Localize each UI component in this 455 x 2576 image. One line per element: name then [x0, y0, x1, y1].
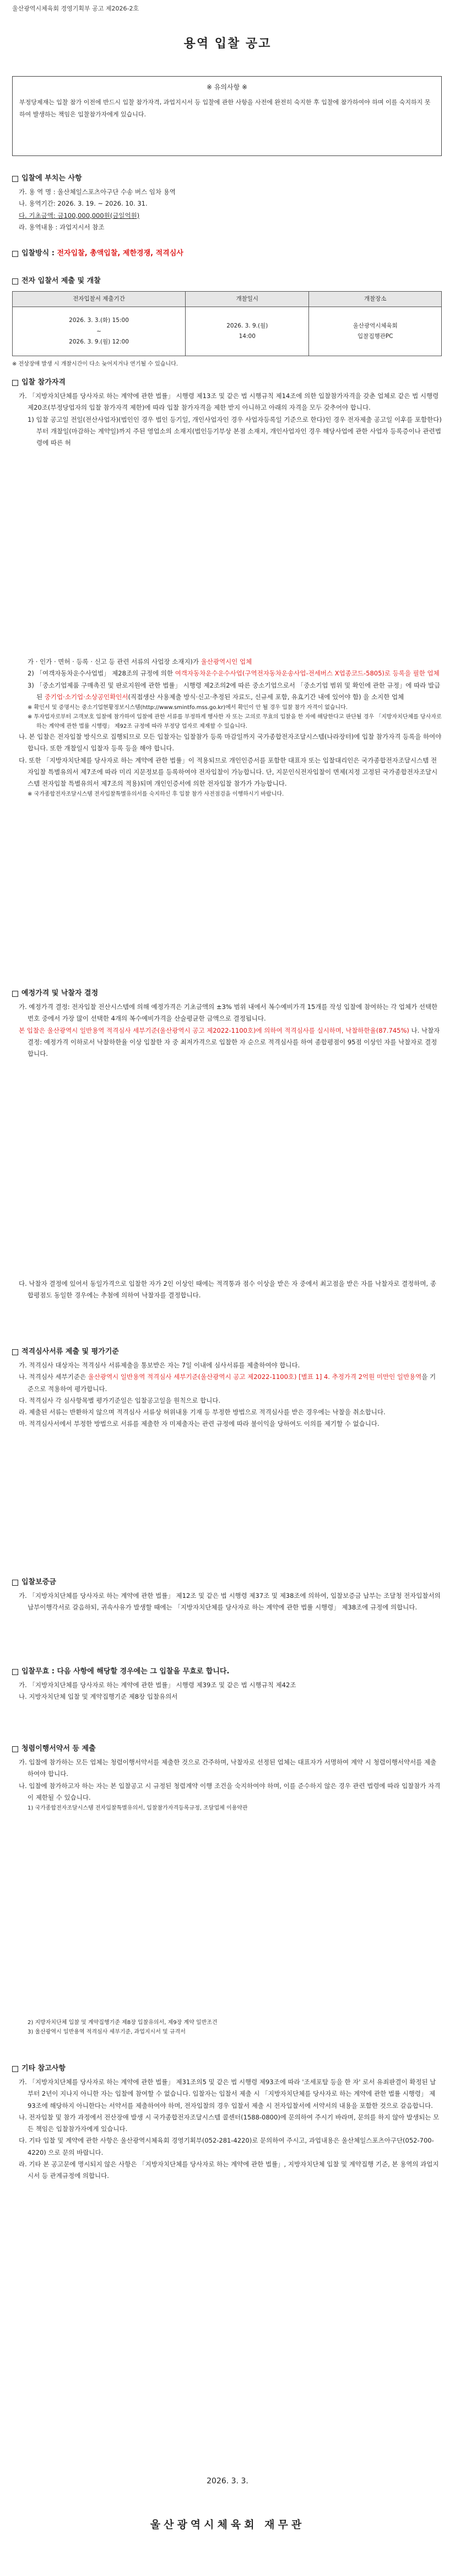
invalid-bid-a: 가. 「지방자치단체를 당사자로 하는 계약에 관한 법률」 시행령 제39조 및 같은 법 시행규칙 제42조: [19, 1681, 296, 1689]
section-price-decision: [12, 987, 442, 1060]
section-title-text: 입찰무효 : 다음 사항에 해당할 경우에는 그 입찰을 무효로 합니다.: [21, 1667, 230, 1676]
eligibility-b3-tail: (직접생산 사용제출 방식·신고·추정된 자료도, 신규세 포함, 유효기간 내에 있어야 함) 을 소지한 업체: [128, 693, 404, 701]
checkbox-square-icon: [12, 251, 18, 257]
table-header: 개찰일시: [186, 292, 309, 307]
section-title: [12, 376, 442, 389]
caution-heading: ※ 유의사항 ※: [206, 83, 248, 91]
other-a: 가. 「지방자치단체를 당사자로 하는 계약에 관한 법률」 제31조의5 및 같은 법 시행령 제93조에 따라 '조세포탈 등을 한 자' 로서 유죄판결이 확정된 날부터 2년이 지나지 아니한 자는 입찰에 참여할 수 없습니다. 입찰자는 입찰서 제출 시 「지방자치단체를 당사자로 하는 계약에 관한 법률 시행령」 제93조에 해당하지 아니한다는 서약서를 제출하여야 하며, 전자입찰의 경우 입찰서 제출 시 전자입찰서에 서약서의 내용을 포함한 것으로 갈음합니다.: [19, 2078, 436, 2110]
eligibility-b1-text: 가 · 인가 · 면허 · 등록 · 신고 등 관련 서류의 사업장 소재지)가: [28, 658, 199, 666]
section-integrity-pledge: [12, 1742, 442, 1813]
section-title-text: 입찰보증금: [21, 1578, 56, 1586]
checkbox-square-icon: [12, 1580, 18, 1586]
section-other-notes: [12, 2062, 442, 2182]
other-d: 라. 기타 본 공고문에 명시되지 않은 사항은 「지방자치단체를 당사자로 하는 계약에 관한 법률」, 지방자치단체 입찰 및 계약집행 기준, 본 용역의 과업지시서 등 관계규정에 의합니다.: [19, 2160, 439, 2180]
eligibility-a1: 1) 입찰 공고일 전일(전산사업자)(법인인 경우 법인 등기일, 개인사업자인 경우 사업자등록일 기준으로 한다)인 경우 전자제출 공고일 이후를 포함한다)부터 개찰일(마감하는 계약일)까지 주된 영업소의 소재지(법인등기부상 본점 소재지, 개인사업자인 경우 해당사업에 관한 사업자 등록증이나 관련법령에 따른 허: [28, 415, 442, 447]
checkbox-square-icon: [12, 278, 18, 285]
eligibility-b3-highlight: 중기업·소기업·소상공인확인서: [44, 693, 128, 701]
table-header: 전자입찰서 제출기간: [13, 292, 186, 307]
table-cell: 2026. 3. 3.(화) 15:00 ~ 2026. 3. 9.(월) 12:00: [13, 307, 186, 356]
eligibility-a: 가. 「지방자치단체를 당사자로 하는 계약에 관한 법률」 시행령 제13조 및 같은 법 시행규칙 제14조에 의한 입찰참가자격을 갖춘 업체로 같은 법 시행령 제20조(부정당업자의 입찰 참가자격 제한)에 따라 입찰 참가자격을 제한 받지 아니하고 아래의 자격을 모두 갖추어야 합니다.: [19, 392, 439, 412]
other-b: 나. 전자입찰 및 참가 과정에서 전산장애 발생 시 국가종합전자조달시스템 콜센터(1588-0800)에 문의하여 주시기 바라며, 문의를 하지 않아 발생되는 모든 책임은 입찰참가자에게 있습니다.: [19, 2113, 440, 2133]
notice-number: 울산광역시체육회 경영기획부 공고 제2026-2호: [12, 5, 139, 12]
other-c: 다. 기타 입찰 및 계약에 관한 사항은 울산광역시체육회 경영기획부(052-281-4220)로 문의하여 주시고, 과업내용은 울산체일스포츠아구단(052-700-4220) 으로 문의 바랍니다.: [19, 2137, 434, 2156]
integrity-note-2: 2) 지방자치단체 입찰 및 계약집행기준 제8장 입찰유의서, 제9장 계약 일반조건: [28, 2020, 218, 2026]
section-eligibility: [12, 376, 442, 449]
section-qualification-docs: [12, 1345, 442, 1430]
section-title: [12, 1665, 442, 1678]
section-title: [12, 247, 442, 260]
table-cell: 울산광역시체육회 입찰집행관PC: [309, 307, 442, 356]
price-decision-b: [12, 1025, 442, 1060]
qualification-b-highlight: 울산광역시 일반용역 적격심사 세부기준(울산광역시 공고 제2022-1100호) [별표 1] 4. 추정가격 2억원 미만인 일반용역: [88, 1373, 422, 1381]
section-title: [12, 2062, 442, 2075]
section-bid-bond: [12, 1576, 442, 1614]
eligibility-b1-highlight: 울산광역시인 업체: [201, 658, 252, 666]
section-title: [12, 172, 442, 185]
integrity-a: 가. 입찰에 참가하는 모든 업체는 청렴이행서약서를 제출한 것으로 간주하며, 낙찰자로 선정된 업체는 대표자가 서명하여 계약 시 청렴이행서약서를 제출하여야 합니다.: [19, 1758, 437, 1778]
bid-bond-a: 가. 「지방자치단체를 당사자로 하는 계약에 관한 법률」 제12조 및 같은 법 시행령 제37조 및 제38조에 의하여, 입찰보증금 납부는 조달청 전자입찰서의 납부이행각서로 갈음하되, 귀속사유가 발생할 때에는 「지방자치단체를 당사자로 하는 계약에 관한 법률 시행령」 제38조에 규정에 의합니다.: [19, 1592, 441, 1612]
bid-item-name: 가. 용 역 명 : 울산체일스포츠아구단 수송 버스 임차 용역: [19, 188, 176, 196]
page-title: 용역 입찰 공고: [183, 37, 272, 51]
section-title-text: 전자 입찰서 제출 및 개찰: [21, 277, 101, 285]
section-schedule: [12, 275, 442, 370]
eligibility-b2-text: 2) 「여객자동차운수사업법」 제28조의 규정에 의한: [28, 669, 174, 678]
section-title: [12, 275, 442, 288]
section-eligibility-cont: [12, 656, 442, 799]
price-decision-b-highlight: 본 입찰은 울산광역시 일반용역 적격심사 세부기준(울산광역시 공고 제2022-1100호)에 의하여 적격심사를 실시하며, 낙찰하한율(87.745%): [19, 1026, 409, 1034]
checkbox-square-icon: [12, 2066, 18, 2072]
bid-item-base-price: 다. 기초금액: 금100,000,000원(금일억원): [19, 211, 140, 219]
qualification-d: 라. 제출된 서류는 반환하지 않으며 적격심사 서류상 허위내용 기재 등 부정한 방법으로 적격심사를 받은 경우에는 낙찰을 취소합니다.: [19, 1408, 386, 1416]
section-integrity-cont: [12, 2018, 442, 2037]
eligibility-d: 다. 또한 「지방자치단체를 당사자로 하는 계약에 관한 법률」이 적용되므로 개인인증서를 포함한 대표자 또는 입찰대리인은 국가종합전자조달시스템 전자입찰 특별유의서 제7조에 따라 미리 지문정보를 등록하여야 전자입찰이 가능합니다. 단, 지문인식전자입찰이 면제(지정 고정된 국가종합전자조달시스템 전자입찰 특별유의서 제7조의 적용)되며 개인인증서에 의한 전자입찰 참가가 가능합니다.: [19, 756, 438, 788]
section-title-text: 입찰방식 :: [21, 249, 55, 257]
section-title: [12, 987, 442, 1000]
issuing-organization: 울산광역시체육회 재무관: [150, 2519, 305, 2531]
bid-item-period: 나. 용역기간: 2026. 3. 19. ~ 2026. 10. 31.: [19, 200, 148, 208]
table-cell: 2026. 3. 9.(월) 14:00: [186, 307, 309, 356]
checkbox-square-icon: [12, 176, 18, 182]
price-decision-a: 가. 예정가격 결정: 전자입찰 전산시스템에 의해 예정가격은 기초금액의 ±3% 범위 내에서 복수예비가격 15개를 작성 입찰에 참여하는 각 업체가 선택한 번호 중에서 가장 많이 선택한 4개의 복수예비가격을 산술평균한 금액으로 결정됩니다.: [19, 1003, 438, 1023]
caution-box: [12, 76, 442, 156]
section-bid-method: [12, 247, 442, 261]
section-title: [12, 1576, 442, 1589]
section-title-text: 청렴이행서약서 등 제출: [21, 1745, 96, 1753]
checkbox-square-icon: [12, 991, 18, 997]
section-title-text: 입찰에 부치는 사항: [21, 174, 82, 183]
checkbox-square-icon: [12, 380, 18, 386]
section-title-text: 기타 참고사항: [21, 2064, 66, 2073]
integrity-b: 나. 입찰에 참가하고자 하는 자는 본 입찰공고 시 규정된 청렴계약 이행 조건을 숙지하여야 하며, 이를 준수하지 않은 경우 관련 법령에 따라 입찰참가 자격이 제한될 수 있습니다.: [19, 1781, 441, 1801]
schedule-table: [12, 291, 442, 356]
eligibility-note-1: ※ 확인서 및 증명서는 중소기업현황정보시스템(http://www.smintfo.mss.go.kr)에서 확인이 안 될 경우 입찰 참가 자격이 없습니다.: [28, 705, 348, 711]
eligibility-b2-highlight: 여객자동차운수운수사업(구역전자동차운송사업-전세버스 X업종코드-5805)로 등록을 필한 업체: [175, 669, 440, 678]
bid-method-value: 전자입찰, 총액입찰, 제한경쟁, 적격심사: [57, 249, 183, 257]
section-bid-items: [12, 172, 442, 233]
section-title: [12, 1345, 442, 1359]
price-decision-b-text: 나. 낙찰자 결정: 예정가격 이하로서 낙찰하한율 이상 입찰한 자 중 최저가격으로 입찰한 자 순으로 적격심사를 하여 종합평점이 95점 이상인 자를 낙찰자로 결정합니다.: [28, 1026, 440, 1058]
section-title: [12, 1742, 442, 1756]
bid-item-content: 라. 용역내용 : 과업지시서 참조: [19, 223, 105, 231]
caution-text: 부정당제재는 입찰 참가 이전에 반드시 입찰 참가자격, 과업지시서 등 입찰에 관한 사항을 사전에 완전히 숙지한 후 입찰에 참가하여야 하며 이를 숙지하지 못하여 발생하는 책임은 입찰참가자에게 있습니다.: [19, 99, 431, 118]
eligibility-b3-text: 3) 「중소기업제품 구매촉진 및 판로지원에 관한 법률」 시행령 제2조의2에 따른 중소기업으로서 「중소기업 범위 및 확인에 관한 규정」에 따라 발급된: [28, 681, 441, 701]
qualification-a: 가. 적격심사 대상자는 적격심사 서류제출을 통보받은 자는 7일 이내에 심사서류를 제출하여야 합니다.: [19, 1361, 300, 1370]
checkbox-square-icon: [12, 1349, 18, 1355]
qualification-b: [12, 1371, 442, 1395]
qualification-c: 다. 적격심사 각 심사항목별 평가기준일은 입찰공고일을 원칙으로 합니다.: [19, 1396, 221, 1404]
integrity-note-3: 3) 울산광역시 일반용역 적격심사 세부기준, 과업지시서 및 규격서: [28, 2029, 186, 2035]
eligibility-c: 나. 본 입찰은 전자입찰 방식으로 집행되므로 모든 입찰자는 입찰참가 등록 마감일까지 국가종합전자조달시스템(나라장터)에 입찰 참가자격 등록을 하여야 합니다. 또한 개찰일시 입찰자 등록 등을 해야 합니다.: [19, 733, 442, 753]
section-title-text: 예정가격 및 낙찰자 결정: [21, 989, 99, 997]
qualification-b-text: 나. 적격심사 세부기준은: [19, 1373, 86, 1381]
checkbox-square-icon: [12, 1746, 18, 1752]
table-header: 개찰장소: [309, 292, 442, 307]
checkbox-square-icon: [12, 1669, 18, 1675]
eligibility-note-3: ※ 국가종합전자조달시스템 전자입찰특별유의서를 숙지하신 후 입찰 참가 사전점검을 이행하시기 바랍니다.: [28, 791, 284, 798]
section-title-text: 적격심사서류 제출 및 평가기준: [21, 1348, 119, 1356]
section-invalid-bid: [12, 1665, 442, 1703]
eligibility-b2: [12, 668, 442, 679]
integrity-note-1: 1) 국가종합전자조달시스템 전자입찰특별유의서, 입찰참가자격등록규정, 조달업체 이용약관: [28, 1805, 248, 1812]
eligibility-b3: [12, 680, 442, 704]
section-price-decision-cont: [12, 1278, 442, 1302]
price-decision-c: 다. 낙찰자 결정에 있어서 동일가격으로 입찰한 자가 2인 이상인 때에는 적격통과 점수 이상을 받은 자 중에서 최고점을 받은 자를 낙찰자로 결정하며, 종합평점도 동일한 경우에는 추첨에 의하여 낙찰자를 결정합니다.: [19, 1280, 436, 1300]
qualification-e: 마. 적격심사서에서 부정한 방법으로 서류를 제출한 자 미제출자는 관련 규정에 따라 불이익을 당하여도 이의를 제기할 수 없습니다.: [19, 1420, 380, 1428]
section-title-text: 입찰 참가자격: [21, 378, 66, 387]
qualification-b-tail: 을 기준으로 적용하여 평가합니다.: [28, 1373, 436, 1393]
eligibility-b1: [12, 656, 442, 668]
schedule-note: ※ 전상장애 발생 시 개찰시간이 다소 늦어지거나 연기될 수 있습니다.: [12, 361, 178, 368]
invalid-bid-b: 나. 지방자치단체 입찰 및 계약집행기준 제8장 입찰유의서: [19, 1693, 178, 1701]
eligibility-note-2: ※ 투자업자로부터 고객보호 입찰에 참가하여 입찰에 관한 서류를 부정하게 행사한 자 또는 고의로 무효의 입찰을 한 자에 해당한다고 판단될 경우 「지방자치단체를 당사자로 하는 계약에 관한 법률 시행령」 제92조 규정에 따라 부정당 업자로 제재할 수 있습니다.: [28, 714, 442, 730]
announcement-date: 2026. 3. 3.: [207, 2477, 248, 2486]
